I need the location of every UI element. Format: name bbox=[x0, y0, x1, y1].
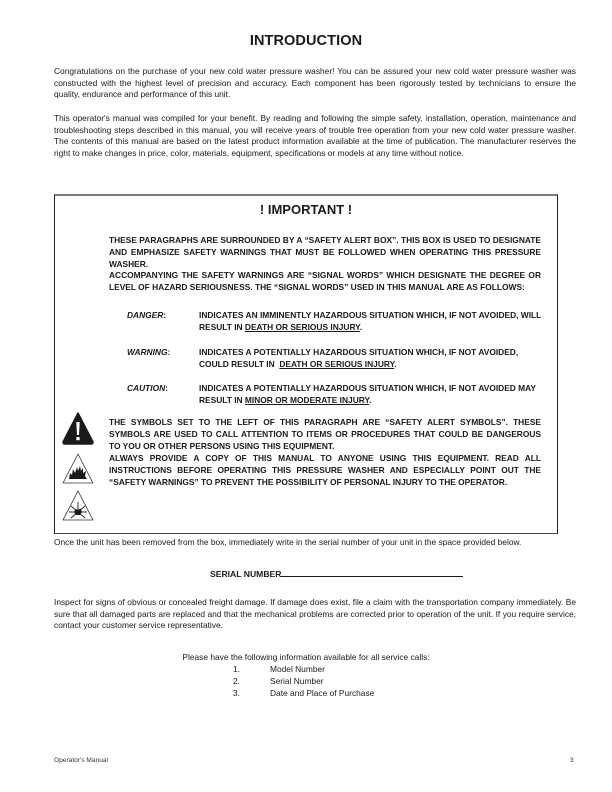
description-text: INDICATES A POTENTIALLY HAZARDOUS SITUATION WHICH, IF NOT AVOIDED MAY RESULT IN bbox=[199, 383, 536, 405]
signal-words-intro-text: ACCOMPANYING THE SAFETY WARNINGS ARE “SIGNAL WORDS” WHICH DESIGNATE THE DEGREE OR LEVEL OF HAZARD SERIOUSNESS. THE “SIGNAL WORDS” USED IN THIS MANUAL ARE AS FOLLOWS: bbox=[109, 270, 541, 293]
list-item-number: 3. bbox=[233, 688, 240, 698]
inspect-paragraph: Inspect for signs of obvious or concealed freight damage. If damage does exist, file a claim with the transportation company immediately. Be sure that all damaged parts are replaced and that the mechanical problems are corrected prior to operation of the unit. If you require service, contact your customer service representative. bbox=[54, 597, 576, 631]
page-number: 3 bbox=[570, 757, 574, 764]
safety-alert-box bbox=[54, 194, 558, 534]
signal-word-label bbox=[127, 383, 168, 395]
signal-word-text: DANGER bbox=[127, 310, 164, 320]
description-end: . bbox=[359, 321, 363, 332]
signal-word-colon: : bbox=[167, 347, 171, 357]
description-end: . bbox=[369, 394, 372, 405]
explosion-hazard-icon bbox=[61, 489, 95, 523]
safety-box-intro-text: THESE PARAGRAPHS ARE SURROUNDED BY A “SAFETY ALERT BOX”. THIS BOX IS USED TO DESIGNATE AND EMPHASIZE SAFETY WARNINGS THAT MUST BE FOLLOWED WHEN OPERATING THIS PRESSURE WASHER. bbox=[109, 235, 541, 269]
page-title: INTRODUCTION bbox=[249, 33, 363, 49]
description-text: INDICATES A POTENTIALLY HAZARDOUS SITUATION WHICH, IF NOT AVOIDED, COULD RESULT IN bbox=[199, 347, 521, 369]
exclamation-warning-icon bbox=[61, 411, 95, 445]
signal-word-colon: : bbox=[165, 383, 168, 393]
list-item-label: Model Number bbox=[270, 664, 325, 674]
list-item-label: Date and Place of Purchase bbox=[270, 688, 375, 698]
serial-number-label: SERIAL NUMBER bbox=[210, 569, 282, 579]
manual-copy-paragraph: ALWAYS PROVIDE A COPY OF THIS MANUAL TO ANYONE USING THIS EQUIPMENT. READ ALL INSTRUCTIONS BEFORE OPERATING THIS PRESSURE WASHER AND ESPECIALLY POINT OUT THE “SAFETY WARNINGS” TO PREVENT THE POSSIBILITY OF PERSONAL INJURY TO THE OPERATOR. bbox=[109, 453, 541, 487]
serial-instruction: Once the unit has been removed from the box, immediately write in the serial number of your unit in the space provided below. bbox=[54, 537, 522, 547]
fire-hazard-icon bbox=[61, 452, 95, 486]
list-item-number: 1. bbox=[233, 664, 240, 674]
safety-box-intro bbox=[109, 235, 541, 294]
serial-number-field[interactable] bbox=[210, 567, 463, 579]
serial-number-blank[interactable] bbox=[281, 567, 463, 577]
signal-word-description bbox=[199, 310, 544, 334]
description-emphasis: MINOR OR MODERATE INJURY bbox=[244, 394, 370, 405]
list-item-number: 2. bbox=[233, 676, 240, 686]
description-text: INDICATES AN IMMINENTLY HAZARDOUS SITUATION WHICH, IF NOT AVOIDED, WILL RESULT IN bbox=[199, 310, 542, 332]
description-emphasis: DEATH OR SERIOUS INJURY bbox=[279, 358, 395, 369]
description-end: . bbox=[394, 358, 397, 369]
signal-word-text: CAUTION bbox=[127, 383, 166, 393]
safety-symbols-paragraph: THE SYMBOLS SET TO THE LEFT OF THIS PARAGRAPH ARE “SAFETY ALERT SYMBOLS”. THESE SYMBOLS ARE USED TO CALL ATTENTION TO ITEMS OR PROCEDURES THAT COULD BE DANGEROUS TO YOU OR OTHER PERSONS USING THIS EQUIPMENT. bbox=[109, 417, 541, 451]
signal-word-text: WARNING bbox=[127, 347, 168, 357]
intro-paragraph: Congratulations on the purchase of your new cold water pressure washer! You can be assured your new cold water pressure washer was constructed with the highest level of precision and accuracy. Each component has been rigorously tested by technicians to ensure the quality, endurance and performance of this unit. bbox=[54, 66, 576, 100]
service-calls-intro: Please have the following information available for all service calls: bbox=[182, 652, 430, 662]
list-item-label: Serial Number bbox=[270, 676, 324, 686]
footer-manual-title: Operator's Manual bbox=[54, 757, 109, 764]
signal-word-description bbox=[199, 347, 544, 371]
manual-purpose-paragraph: This operator's manual was compiled for your benefit. By reading and following the simple safety, installation, operation, maintenance and troubleshooting steps described in this manual, you will receive years of trouble free operation from your new cold water pressure washer. The contents of this manual are based on the latest product information available at the time of publication. The manufacturer reserves the right to make changes in price, color, materials, equipment, specifications or models at any time without notice. bbox=[54, 113, 576, 159]
signal-word-description bbox=[199, 383, 544, 407]
description-emphasis: DEATH OR SERIOUS INJURY bbox=[244, 321, 360, 332]
signal-word-colon: : bbox=[163, 310, 167, 320]
important-heading: ! IMPORTANT ! bbox=[259, 202, 353, 217]
signal-word-label bbox=[127, 310, 166, 322]
signal-word-label bbox=[127, 347, 170, 359]
